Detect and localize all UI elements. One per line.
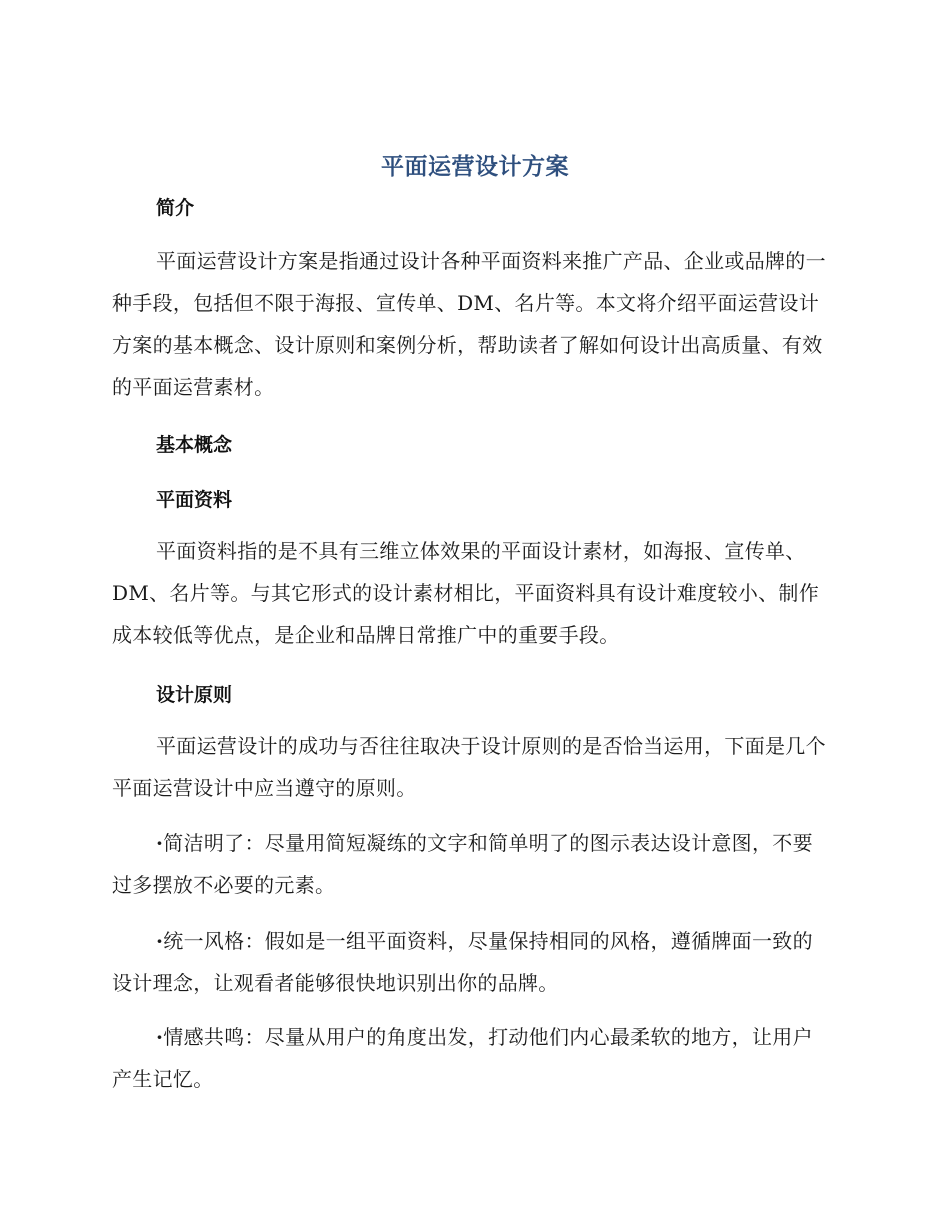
- bullet-text: 简洁明了：尽量用简短凝练的文字和简单明了的图示表达设计意图，不要过多摆放不必要的元素。: [112, 831, 813, 897]
- bullet-icon: ·: [156, 831, 164, 855]
- list-item-bullet: [112, 822, 832, 906]
- paragraph-materials: 平面资料指的是不具有三维立体效果的平面设计素材，如海报、宣传单、DM、名片等。与其它形式的设计素材相比，平面资料具有设计难度较小、制作成本较低等优点，是企业和品牌日常推广中的重要手段。: [112, 539, 820, 647]
- document-title: 平面运营设计方案: [381, 154, 569, 180]
- section-heading-materials: 平面资料: [156, 489, 233, 511]
- paragraph-principles: 平面运营设计的成功与否往往取决于设计原则的是否恰当运用，下面是几个平面运营设计中应当遵守的原则。: [112, 734, 826, 800]
- list-item-bullet: [112, 1016, 832, 1100]
- section-heading-concept: 基本概念: [156, 434, 233, 456]
- bullet-icon: ·: [156, 1025, 164, 1049]
- paragraph-intro: 平面运营设计方案是指通过设计各种平面资料来推广产品、企业或品牌的一种手段，包括但不限于海报、宣传单、DM、名片等。本文将介绍平面运营设计方案的基本概念、设计原则和案例分析，帮助读者了解如何设计出高质量、有效的平面运营素材。: [112, 249, 826, 399]
- section-heading-intro: 简介: [156, 197, 195, 219]
- bullet-icon: ·: [156, 929, 164, 953]
- bullet-text: 情感共鸣：尽量从用户的角度出发，打动他们内心最柔软的地方，让用户产生记忆。: [112, 1025, 813, 1091]
- bullet-text: 统一风格：假如是一组平面资料，尽量保持相同的风格，遵循牌面一致的设计理念，让观看者能够很快地识别出你的品牌。: [112, 929, 813, 995]
- section-heading-principles: 设计原则: [156, 684, 233, 706]
- list-item-bullet: [112, 920, 832, 1004]
